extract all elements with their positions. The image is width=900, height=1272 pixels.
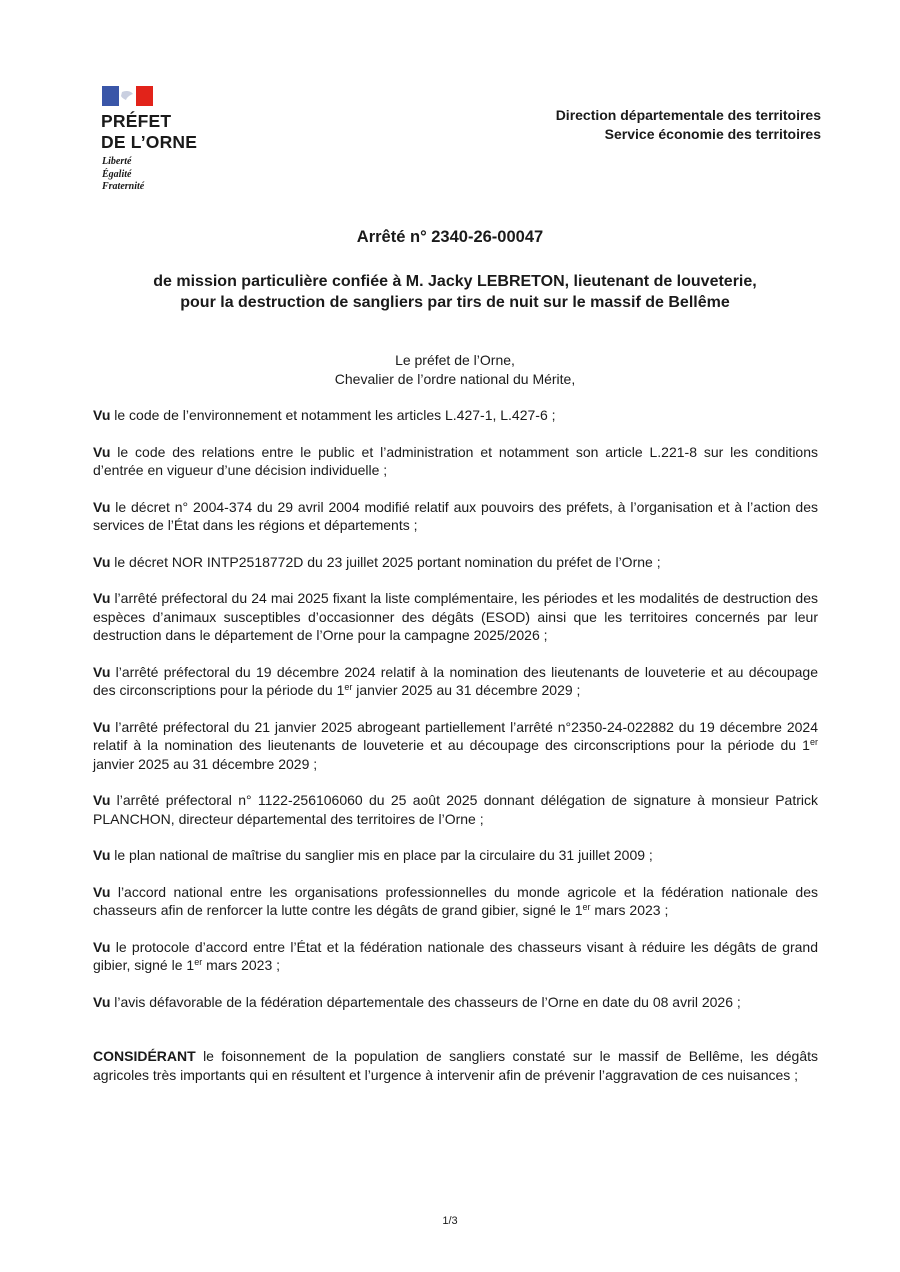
- republic-motto: [102, 156, 144, 194]
- decree-subject-line1: de mission particulière confiée à M. Jacky LEBRETON, lieutenant de louveterie,: [153, 273, 757, 290]
- ordinal-superscript: er: [809, 737, 818, 747]
- motto-fraternite: Fraternité: [102, 181, 145, 192]
- visa-text: le plan national de maîtrise du sanglier mis en place par la circulaire du 31 juillet 2009 ;: [110, 847, 653, 863]
- authority-line1: Le préfet de l’Orne,: [395, 352, 515, 368]
- decree-number: Arrêté n° 2340-26-00047: [356, 228, 544, 246]
- visa-paragraph: [93, 553, 818, 572]
- prefecture-name-line1: PRÉFET: [101, 111, 172, 131]
- visa-paragraph: [93, 883, 818, 920]
- vu-label: Vu: [93, 938, 111, 955]
- ordinal-superscript: er: [582, 902, 591, 912]
- visa-paragraph: [93, 663, 818, 700]
- visa-text: l’arrêté préfectoral du 21 janvier 2025 abrogeant partiellement l’arrêté n°2350-24-022882 du 19 décembre 2024 relatif à la nomination des lieutenants de louveterie et au découpage des circonscriptions pour la période du 1: [93, 718, 818, 753]
- page-number: 1/3: [442, 1215, 458, 1227]
- visa-text: l’arrêté préfectoral n° 1122-256106060 du 25 août 2025 donnant délégation de signature à monsieur Patrick PLANCHON, directeur départemental des territoires de l’Orne ;: [93, 792, 818, 827]
- visa-paragraph: [93, 938, 818, 975]
- visa-text-end: mars 2023 ;: [202, 957, 281, 973]
- decree-subject: [90, 271, 820, 313]
- visa-text: l’arrêté préfectoral du 24 mai 2025 fixant la liste complémentaire, les périodes et les modalités de destruction des espèces d’animaux susceptibles d’occasionner des dégâts (ESOD) ainsi que les territoires concernés par leur destruction dans le département de l’Orne pour la campagne 2025/2026 ;: [93, 590, 818, 643]
- visa-paragraph: [93, 589, 818, 645]
- prefecture-name-line2: DE L’ORNE: [101, 132, 198, 152]
- marianne-flag-logo: [102, 86, 153, 106]
- visa-paragraph: [93, 846, 818, 865]
- vu-label: Vu: [93, 847, 111, 863]
- visa-text-end: janvier 2025 au 31 décembre 2029 ;: [93, 755, 318, 772]
- visa-paragraph: [93, 993, 818, 1012]
- vu-label: Vu: [93, 443, 111, 460]
- authority-line2: Chevalier de l’ordre national du Mérite,: [334, 371, 576, 387]
- visa-paragraph: [93, 498, 818, 535]
- visa-paragraph: [93, 443, 818, 480]
- vu-label: Vu: [93, 993, 111, 1010]
- vu-label: Vu: [93, 663, 111, 680]
- vu-label: Vu: [93, 407, 111, 423]
- visa-text: l’arrêté préfectoral du 19 décembre 2024 relatif à la nomination des lieutenants de louveterie et au découpage des circonscriptions pour la période du 1: [93, 663, 818, 698]
- decree-body: [93, 406, 818, 1102]
- service-name: Service économie des territoires: [604, 125, 821, 142]
- service-direction: Direction départementale des territoires: [555, 107, 821, 123]
- visa-text: le protocole d’accord entre l’État et la fédération nationale des chasseurs visant à réduire les dégâts de grand gibier, signé le 1: [93, 938, 818, 973]
- ordinal-superscript: er: [344, 682, 353, 692]
- considerant-paragraph: [93, 1047, 818, 1084]
- motto-egalite: Égalité: [102, 168, 132, 180]
- considerant-text: le foisonnement de la population de sangliers constaté sur le massif de Bellême, les dégâts agricoles très importants qui en résultent et l’urgence à intervenir afin de prévenir l’aggravation de ces nuisances ;: [93, 1048, 818, 1083]
- motto-liberte: Liberté: [102, 156, 132, 167]
- ordinal-superscript: er: [194, 957, 203, 967]
- visa-text-end: janvier 2025 au 31 décembre 2029 ;: [352, 682, 581, 698]
- visa-paragraph: [93, 718, 818, 774]
- visa-text: le décret NOR INTP2518772D du 23 juillet 2025 portant nomination du préfet de l’Orne ;: [110, 553, 661, 570]
- vu-label: Vu: [93, 792, 111, 808]
- vu-label: Vu: [93, 883, 111, 900]
- decree-subject-line2: pour la destruction de sangliers par tirs de nuit sur le massif de Bellême: [180, 294, 730, 311]
- vu-label: Vu: [93, 553, 111, 570]
- vu-label: Vu: [93, 590, 111, 606]
- visa-text: le code des relations entre le public et l’administration et notamment son article L.221-8 sur les conditions d’entrée en vigueur d’une décision individuelle ;: [93, 443, 818, 478]
- visa-text: l’accord national entre les organisations professionnelles du monde agricole et la fédération nationale des chasseurs afin de renforcer la lutte contre les dégâts de grand gibier, signé le 1: [93, 883, 818, 918]
- visa-text-end: mars 2023 ;: [590, 902, 669, 918]
- visa-text: l’avis défavorable de la fédération départementale des chasseurs de l’Orne en date du 08 avril 2026 ;: [110, 993, 741, 1010]
- visa-text: le décret n° 2004-374 du 29 avril 2004 modifié relatif aux pouvoirs des préfets, à l’organisation et à l’action des services de l’État dans les régions et départements ;: [93, 498, 818, 533]
- vu-label: Vu: [93, 498, 111, 515]
- visa-paragraph: [93, 791, 818, 828]
- visa-paragraph: [93, 406, 818, 425]
- issuing-service: [556, 106, 821, 143]
- prefecture-name: [101, 111, 197, 153]
- vu-label: Vu: [93, 718, 111, 735]
- visa-text: le code de l’environnement et notamment les articles L.427-1, L.427-6 ;: [110, 407, 556, 423]
- considerant-label: CONSIDÉRANT: [93, 1048, 196, 1064]
- signing-authority: [90, 351, 820, 389]
